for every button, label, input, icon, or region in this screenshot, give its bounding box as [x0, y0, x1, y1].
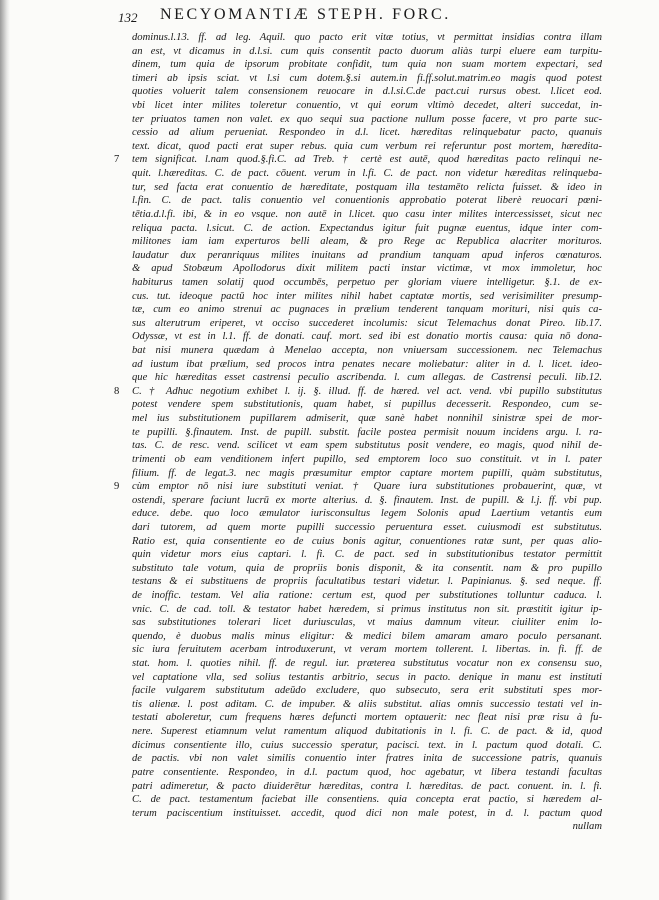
- text-line: [132, 126, 602, 140]
- text-line: [132, 317, 602, 331]
- text-line-content: laudatur dux peranriquus milites inuitans ad prandium tanquam apud inferos cœnaturos.: [132, 249, 602, 261]
- text-line: [132, 113, 602, 127]
- text-line: [114, 480, 602, 494]
- text-line: [132, 290, 602, 304]
- text-line: [132, 85, 602, 99]
- text-line-content: dinem, tum quia de ipsorum probitate confidit, tum quia non suam mortem expectari, sed: [132, 59, 602, 71]
- text-line: [132, 262, 602, 276]
- page-header: [118, 6, 619, 28]
- text-line-content: cus. tut. ideoque pactū hoc inter milites nihil habet captatæ mortis, sed verisimiliter presump-: [132, 290, 602, 302]
- text-line-content: C. de pact. testamentum faciebat ille consentiens. quia concepta erat pactio, si hæredem al-: [132, 794, 602, 806]
- text-line: [132, 344, 602, 358]
- text-line: [132, 630, 602, 644]
- text-line: [132, 58, 602, 72]
- text-line-content: ter priuatos tamen non valet. ex quo sequi sua pactione nullum posse facere, vt pro parte suc-: [132, 113, 602, 125]
- text-line-content: nere. Superest etiamnum velut ramentum aliquod dubitationis in l. fi. C. de pact. & id, quod: [132, 726, 602, 738]
- text-line: [132, 467, 602, 481]
- text-line: [114, 153, 602, 167]
- text-line: [132, 222, 602, 236]
- text-line: [132, 643, 602, 657]
- text-line-content: tur, sed facta erat conuentio de hæreditate, postquam illa testamēto relicta fuisset. & ideo in: [132, 181, 602, 193]
- text-line-content: terum paciscentium instituisset. accedit, quod dici non male potest, in d. l. pactum quod: [132, 807, 602, 819]
- text-line-content: quit. l.hæreditas. C. de pact. cōuent. verum in l.fi. C. de pact. non videtur hæreditas relinqueba-: [132, 168, 602, 180]
- text-line: [132, 725, 602, 739]
- text-line: [132, 752, 602, 766]
- text-line: [132, 820, 602, 834]
- text-line: [132, 235, 602, 249]
- text-line-content: tæ, cum eo animo strenui ac pugnaces in prælium tenderent tanquam morituri, nisi quis ca-: [132, 304, 602, 316]
- text-line-content: an est, vt dicamus in d.l.si. cum quis consentit pacto duorum aliàs turpi eluere eam turpitu-: [132, 45, 602, 57]
- text-line: [132, 793, 602, 807]
- page-number: 132: [118, 10, 138, 25]
- text-line-content: reliqua pacta. l.sicut. C. de action. Expectandus igitur fuit pugnæ euentus, idque inter com-: [132, 222, 602, 234]
- text-line: [132, 45, 602, 59]
- text-line: [132, 398, 602, 412]
- text-line-content: quoties voluerit talem consensionem reuocare in d.l.si.C.de pact.cui rursus obest. l.licet eod.: [132, 86, 602, 98]
- text-line: [132, 140, 602, 154]
- text-line-content: de pactis. vbi non valet similis conuentio inter fratres inita de successione patris, quanuis: [132, 753, 602, 765]
- text-line-content: que hic hæreditas esset castrensi peculio ascribenda. l. cum allegas. de Castrensi peculi. lib.12.: [132, 372, 602, 384]
- text-line: [132, 358, 602, 372]
- text-line-content: trimenti ob eam venditionem infert pupillo, sed emptorem loco suo constituit. vt in l. pater: [132, 453, 602, 465]
- text-line: [132, 72, 602, 86]
- text-line: [132, 589, 602, 603]
- text-line-content: cùm emptor nō nisi iure substituti veniat. † Quare iura substitutiones probauerint, quæ, vt: [132, 481, 602, 493]
- text-line-content: potest vendere spem substitutionis, quam habet, si pupillus decesserit. Respondeo, cum se-: [132, 399, 602, 411]
- text-line-content: dicimus consentiente illo, cuius successio speratur, pacisci. text. in l. pactum quod dotali. C.: [132, 739, 602, 751]
- text-line: [132, 603, 602, 617]
- text-line-content: sic iura feruitutem acerbam introduxerunt, vt veram mortem tollerent. l. libertas. in. fi. ff. de: [132, 644, 602, 656]
- text-line: [132, 562, 602, 576]
- text-line: [132, 249, 602, 263]
- text-line: [132, 167, 602, 181]
- text-line-content: dari tutorem, ad quem morte pupilli successio peruentura esset. cuiusmodi est substitutus.: [132, 521, 602, 533]
- text-line: [132, 439, 602, 453]
- text-line: [132, 330, 602, 344]
- text-line-content: testati aboleretur, cum frequens hæres defuncti mortem optauerit: nec fleat nisi præ risu à fu-: [132, 712, 602, 724]
- text-line-content: cessio ad alium perueniat. Respondeo in d.l. licet. hæreditas relinquebatur pacto, quanuis: [132, 127, 602, 139]
- text-line-content: substituto tale votum, quia de propriis bonis disponit, & ita consentit. nam & pro pupillo: [132, 562, 602, 574]
- text-line: [132, 521, 602, 535]
- text-line: [132, 426, 602, 440]
- text-line: [132, 657, 602, 671]
- text-line-content: l.fin. C. de pact. talis conuentio vel conuentionis approbatio poterat liberè reuocari pœni-: [132, 195, 602, 207]
- text-line: [132, 739, 602, 753]
- text-line: [132, 616, 602, 630]
- text-line-content: vbi licet inter milites toleretur conuentio, vt qui eorum vltimò decedet, alteri succedat, in-: [132, 100, 602, 112]
- text-line-content: sas substitutiones tolerari licet duriusculas, vt maius damnum viteur. ciuiliter enim lo-: [132, 617, 602, 629]
- text-line: [132, 535, 602, 549]
- text-line: [132, 371, 602, 385]
- text-line-content: stat. hom. l. quoties nihil. ff. de regul. iur. præterea substitutus vocatur non ex consensu suo,: [132, 658, 602, 670]
- text-line-content: filium. ff. de legat.3. nec magis præsumitur emptor captare mortem pupilli, quàm substitutus,: [132, 467, 602, 479]
- marginal-note-number: 7: [114, 154, 120, 166]
- marginal-note-number: 8: [114, 385, 120, 397]
- text-line-content: quin videtur mors eius captari. l. fi. C. de pact. sed in substitutionibus testator permittit: [132, 549, 602, 561]
- text-line: [132, 494, 602, 508]
- text-line: [132, 208, 602, 222]
- page-gutter-shadow: [0, 0, 10, 900]
- text-line: [132, 194, 602, 208]
- text-line: [132, 412, 602, 426]
- text-line-content: de inoffic. testam. Vel alia ratione: certum est, quod per substitutiones tolluntur caduca. l.: [132, 589, 602, 601]
- text-line-content: mel ius substitutionem pupillarem admiserit, quæ sanè habet nonnihil sinistræ spei de mor-: [132, 413, 602, 425]
- text-line-content: te pupilli. §.finautem. Inst. de pupill. substit. facile postea permisit nouum incidens argu. l. ra-: [132, 426, 602, 438]
- body-text: [114, 31, 602, 834]
- text-line-content: ad iustum ibat prælium, sed procos intra penates necare moliebatur: aliter in d. l. licet. ideo-: [132, 358, 602, 370]
- text-line: [132, 711, 602, 725]
- text-line-content: timeri ab ipsis sciat. vt l.si cum dotem.§.si autem.in fi.ff.solut.matrim.eo magis quod potest: [132, 72, 602, 84]
- text-line-content: nullam: [572, 821, 602, 833]
- text-line: [132, 780, 602, 794]
- text-line: [132, 575, 602, 589]
- text-line-content: tem significat. l.nam quod.§.fi.C. ad Treb. † certè est autē, quod hæreditas pacto relinqui ne-: [132, 154, 602, 166]
- marginal-note-number: 9: [114, 481, 120, 493]
- text-line: [132, 684, 602, 698]
- text-line-content: bat nisi munera quædam à Menelao accepta, non vniuersam successionem. nec Telemachus: [132, 345, 602, 357]
- text-line-content: testans & ei substituens de propriis facultatibus testari videtur. l. Papinianus. §. sed neque. ff.: [132, 576, 602, 588]
- text-line: [114, 385, 602, 399]
- text-line: [132, 181, 602, 195]
- text-line-content: ostendi, sperare faciunt lucrū ex morte alterius. d. §. finautem. Inst. de pupill. & l.j. ff. vbi pup.: [132, 494, 602, 506]
- text-line-content: dominus.l.13. ff. ad leg. Aquil. quo pacto erit vitæ totius, vt permittat insidias contra illam: [132, 32, 602, 43]
- text-line-content: facile vulgarem substitutum adeūdo excludere, quo subsecuto, sera erit substituti spes mor-: [132, 685, 602, 697]
- text-line-content: sus alterutrum eriperet, vt occiso succederet incolumis: sicut Telemachus donat Pireo. lib.17.: [132, 317, 602, 329]
- text-line-content: tas. C. de resc. vend. scilicet vt eam spem substitutus posit vendere, eo magis, quod nihil de-: [132, 440, 602, 452]
- text-line: [132, 276, 602, 290]
- text-line: [132, 671, 602, 685]
- text-line: [132, 453, 602, 467]
- text-line: [132, 548, 602, 562]
- text-line: [132, 99, 602, 113]
- text-line-content: & apud Stobæum Apollodorus dixit militem pacti instar victimæ, vt mox immoletur, hoc: [132, 263, 602, 275]
- text-line-content: Ratio est, quia consentiente eo de cuius bonis agitur, conuentiones ratæ sunt, per quas alio-: [132, 535, 602, 547]
- text-line-content: patre consentiente. Respondeo, in d.l. pactum quod, hoc agebatur, vt libera testandi facultas: [132, 766, 602, 778]
- text-line-content: quendo, è duobus malis minus eligitur: & medici bilem amaram amaro poculo persanant.: [132, 630, 602, 642]
- text-line: [132, 303, 602, 317]
- text-line-content: militones iam iam experturos belli aleam, & pro Rege ac Republica alacriter morituros.: [132, 236, 602, 248]
- text-line-content: habiturus tamen solatij quod occumbēs, perpetuo per gloriam viuere intelligetur. §.1. de ex-: [132, 276, 602, 288]
- text-line: [132, 807, 602, 821]
- text-line-content: text. dicat, quod pacti erat super rebus. quia cum verbum rei referuntur post mortem, hæredita-: [132, 140, 602, 152]
- text-line-content: vel captatione vlla, sed solius testantis arbitrio, secus in pacto. denique in manu est instituti: [132, 671, 602, 683]
- text-line: [132, 698, 602, 712]
- text-line-content: C. † Adhuc negotium exhibet l. ij. §. illud. ff. de hæred. vel act. vend. vbi pupillo substitutus: [132, 385, 602, 397]
- text-line: [132, 31, 602, 45]
- text-line-content: educe. debe. quo loco æmulator iurisconsultus legem Solonis apud Laertium vetantis eum: [132, 508, 602, 520]
- text-line: [132, 507, 602, 521]
- text-line-content: vnic. C. de cad. toll. & testator habet hæredem, si primus institutus non sit. præstitit igitur ip-: [132, 603, 602, 615]
- text-line-content: patri adimeretur, & pacto diuiderētur hæreditas, contra l. hæreditas. de pact. conuent. in. l. fi.: [132, 780, 602, 792]
- running-head: NECYOMANTIÆ STEPH. FORC.: [160, 6, 451, 23]
- text-line-content: Odyssæ, vt est in l.1. ff. de donati. cauf. mort. sed ibi est donatio mortis causa: quia nō dona-: [132, 331, 602, 343]
- text-line-content: tis alienæ. l. post aditam. C. de impuber. & aliis substitut. alias omnis successio testati vel in-: [132, 698, 602, 710]
- text-line-content: tētia.d.l.fi. ibi, & in eo vsque. non autē in l.licet. quo casu inter milites intercessisset, sicut nec: [132, 208, 602, 220]
- text-line: [132, 766, 602, 780]
